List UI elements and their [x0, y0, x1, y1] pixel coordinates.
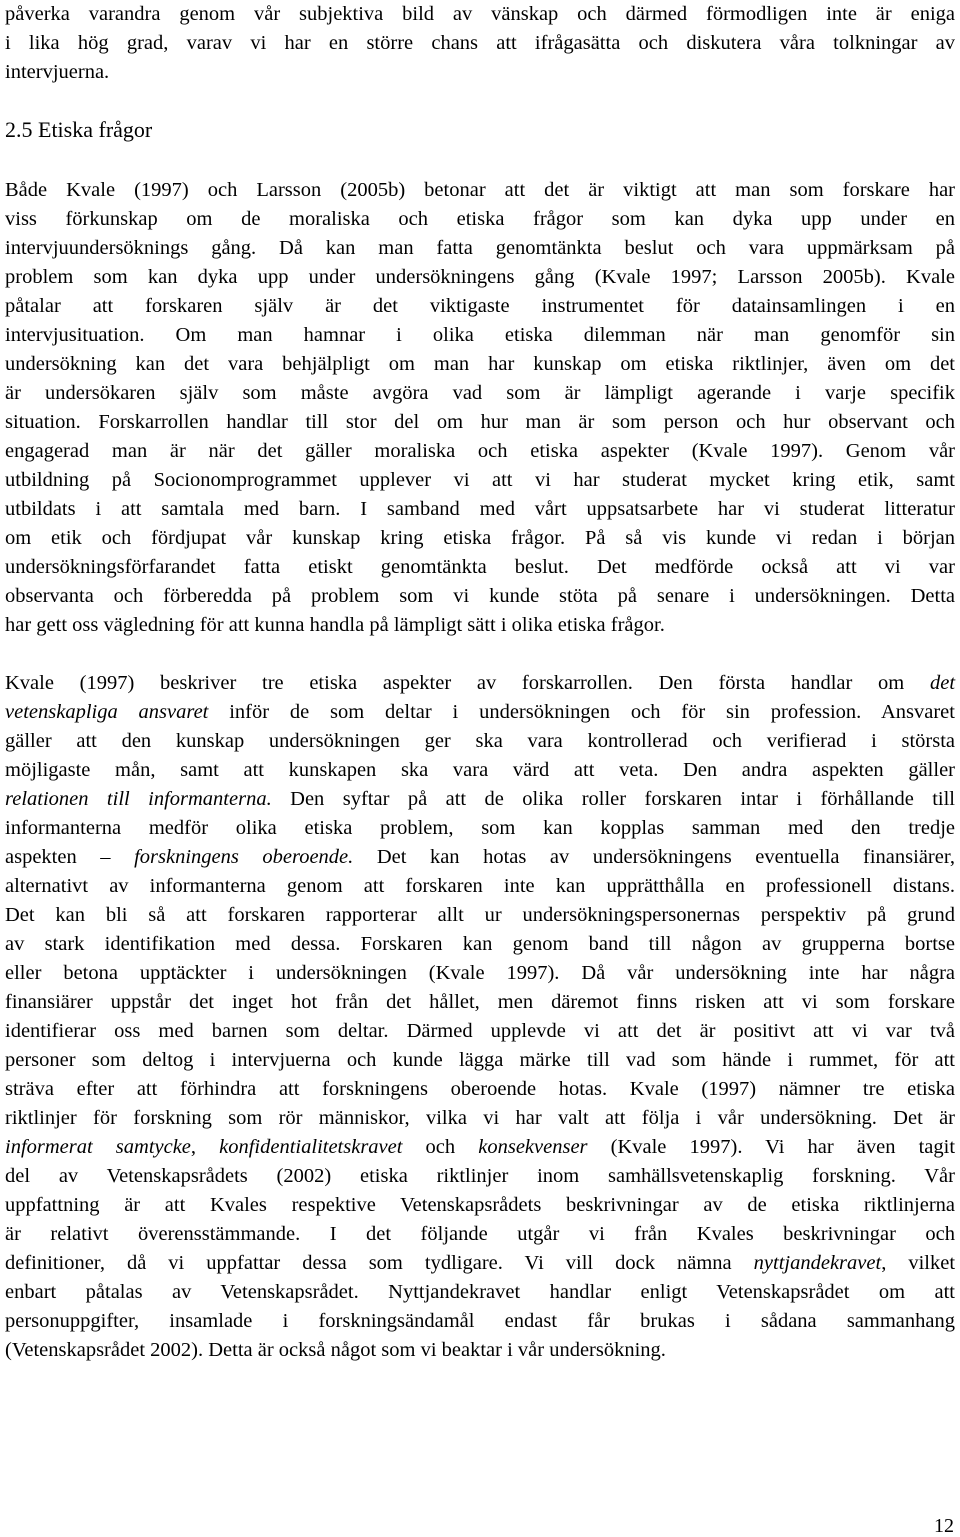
text-line: Kvale (1997) beskriver tre etiska aspekter av forskarrollen. Den första handlar om det [5, 672, 956, 694]
text-line: intervjusituation. Om man hamnar i olika etiska dilemman när man genomför sin [5, 324, 955, 346]
text-line: del av Vetenskapsrådets (2002) etiska riktlinjer inom samhällsvetenskaplig forskning. Vår [5, 1165, 955, 1187]
text-line: gäller att den kunskap undersökningen ger ska vara kontrollerad och verifierad i största [5, 730, 955, 752]
text-line: engagerad man är när det gäller moraliska och etiska aspekter (Kvale 1997). Genom vår [5, 440, 955, 462]
text-line: uppfattning är att Kvales respektive Vetenskapsrådets beskrivningar av de etiska riktlinjerna [5, 1194, 955, 1216]
text-line: personer som deltog i intervjuerna och kunde lägga märke till vad som hände i rummet, för att [5, 1049, 955, 1071]
text-line: identifierar oss med barnen som deltar. Därmed upplevde vi att det är positivt att vi var två [5, 1020, 955, 1042]
text-line: aspekten – forskningens oberoende. Det kan hotas av undersökningens eventuella finansiärer, [5, 846, 955, 868]
text-line: om etik och fördjupat vår kunskap kring etiska frågor. På så vis kunde vi redan i början [5, 527, 955, 549]
text-line: viss förkunskap om de moraliska och etiska frågor som kan dyka upp under en [5, 208, 955, 230]
text-line: enbart påtalas av Vetenskapsrådet. Nyttjandekravet handlar enligt Vetenskapsrådet om att [5, 1281, 955, 1303]
text-line: problem som kan dyka upp under undersökningens gång (Kvale 1997; Larsson 2005b). Kvale [5, 266, 955, 288]
text-line: undersökningsförfarandet fatta etiskt genomtänkta beslut. Det medförde också att vi var [5, 556, 955, 578]
text-line: sträva efter att förhindra att forskningens oberoende hotas. Kvale (1997) nämner tre etiska [5, 1078, 955, 1100]
text-line: i lika hög grad, varav vi har en större chans att ifrågasätta och diskutera våra tolkningar av [5, 32, 955, 54]
text-line: informanterna medför olika etiska problem, som kan kopplas samman med den tredje [5, 817, 955, 839]
text-line: är undersökaren själv som måste avgöra vad som är lämpligt agerande i varje specifik [5, 382, 955, 404]
text-line: är relativt överensstämmande. I det följande utgår vi från Kvales beskrivningar och [5, 1223, 955, 1245]
text-line: situation. Forskarrollen handlar till stor del om hur man är som person och hur observant och [5, 411, 955, 433]
text-line: vetenskapliga ansvaret inför de som deltar i undersökningen och för sin profession. Ansvaret [5, 701, 955, 723]
text-line: har gett oss vägledning för att kunna handla på lämpligt sätt i olika etiska frågor. [5, 614, 665, 636]
text-line: observanta och förberedda på problem som vi kunde stöta på senare i undersökningen. Detta [5, 585, 955, 607]
text-line: intervjuundersöknings gång. Då kan man fatta genomtänkta beslut och vara uppmärksam på [5, 237, 955, 259]
text-line: Både Kvale (1997) och Larsson (2005b) betonar att det är viktigt att man som forskare har [5, 179, 955, 201]
text-line: intervjuerna. [5, 61, 110, 83]
text-line: definitioner, då vi uppfattar dessa som tydligare. Vi vill dock nämna nyttjandekravet, vilket [5, 1252, 956, 1274]
text-line: påtalar att forskaren själv är det viktigaste instrumentet för datainsamlingen i en [5, 295, 955, 317]
text-line: utbildning på Socionomprogrammet upplever vi att vi har studerat mycket kring etik, samt [5, 469, 955, 491]
text-line: relationen till informanterna. Den syftar på att de olika roller forskaren intar i förhållande till [5, 788, 955, 810]
text-line: (Vetenskapsrådet 2002). Detta är också något som vi beaktar i vår undersökning. [5, 1339, 666, 1361]
text-line: Det kan bli så att forskaren rapporterar allt ur undersökningspersonernas perspektiv på grund [5, 904, 955, 926]
text-line: informerat samtycke, konfidentialitetskravet och konsekvenser (Kvale 1997). Vi har även tagit [5, 1136, 956, 1158]
text-line: av stark identifikation med dessa. Forskaren kan genom band till någon av grupperna bortse [5, 933, 955, 955]
text-line: personuppgifter, insamlade i forskningsändamål endast får brukas i sådana sammanhang [5, 1310, 955, 1332]
text-line: riktlinjer för forskning som rör människor, vilka vi har valt att följa i vår undersökning. Det är [5, 1107, 955, 1129]
section-heading: 2.5 Etiska frågor [5, 117, 153, 142]
text-line: eller betona upptäckter i undersökningen (Kvale 1997). Då vår undersökning inte har några [5, 962, 955, 984]
text-line: alternativt av informanterna genom att forskaren inte kan upprätthålla en professionell distans. [5, 875, 955, 897]
text-line: påverka varandra genom vår subjektiva bild av vänskap och därmed förmodligen inte är eniga [5, 3, 955, 25]
page-number: 12 [934, 1515, 954, 1537]
text-line: möjligaste mån, samt att kunskapen ska vara värd att veta. Den andra aspekten gäller [5, 759, 955, 781]
text-line: finansiärer uppstår det inget hot från det hållet, men däremot finns risken att vi som forskare [5, 991, 955, 1013]
text-line: undersökning kan det vara behjälpligt om man har kunskap om etiska riktlinjer, även om det [5, 353, 955, 375]
text-line: utbildats i att samtala med barn. I samband med vårt uppsatsarbete har vi studerat litteratur [5, 498, 955, 520]
